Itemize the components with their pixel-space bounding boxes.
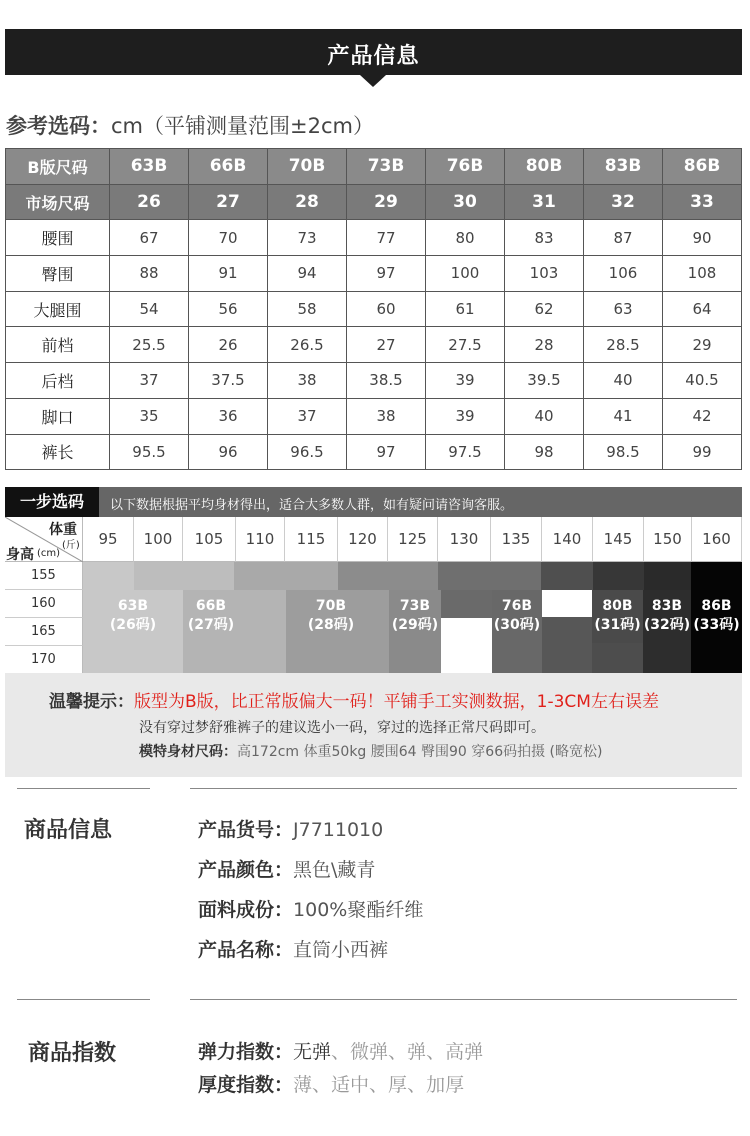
row-label: 大腿围 [6,291,110,327]
size-block [541,562,593,590]
info-value: 100%聚酯纤维 [293,899,424,921]
table-cell: 33 [663,184,742,220]
table-cell: 64 [663,291,742,327]
weight-cell: 115 [285,517,338,562]
size-block-label [492,597,542,635]
table-cell: 95.5 [110,434,189,470]
weight-cell: 135 [491,517,542,562]
weight-cell: 120 [338,517,388,562]
table-cell: 108 [663,256,742,292]
product-info-title: 商品信息 [24,818,113,843]
size-block [644,562,691,590]
weight-cell: 140 [542,517,593,562]
block-size: 86B [701,598,732,614]
table-cell: 70 [189,220,268,256]
size-block-label [183,597,239,635]
row-label: 臀围 [6,256,110,292]
table-cell: 60 [347,291,426,327]
row-label: 前档 [6,327,110,363]
size-table [5,148,742,470]
block-market-size: (29码) [391,617,439,633]
weight-cell: 95 [83,517,134,562]
block-size: 76B [501,598,533,614]
table-cell: 106 [584,256,663,292]
tips-advice: 没有穿过梦舒雅裤子的建议选小一码，穿过的选择正常尺码即可。 [139,720,545,736]
table-cell: 63 [584,291,663,327]
table-cell: 97.5 [426,434,505,470]
table-cell: 62 [505,291,584,327]
table-cell: 91 [189,256,268,292]
block-size: 66B [195,598,227,614]
table-cell: 35 [110,398,189,434]
table-cell: 37 [110,363,189,399]
size-block-label [83,597,183,635]
thickness-label: 厚度指数： [198,1074,294,1096]
height-cell: 170 [5,646,83,674]
market-size-header-row [6,184,742,220]
table-cell: 80B [505,149,584,185]
table-cell: 26 [189,327,268,363]
thickness-option: 薄 [293,1074,313,1096]
info-label: 产品货号： [198,819,294,841]
weight-cell: 105 [183,517,236,562]
table-row [6,398,742,434]
table-cell: 67 [110,220,189,256]
thickness-option: 、适中 [312,1074,370,1096]
table-row [6,291,742,327]
table-cell: 73B [347,149,426,185]
table-cell: 29 [347,184,426,220]
block-size: 73B [399,598,431,614]
table-row [6,327,742,363]
table-cell: 31 [505,184,584,220]
table-cell: 39 [426,363,505,399]
table-cell: 87 [584,220,663,256]
table-cell: 40 [584,363,663,399]
table-cell: 39.5 [505,363,584,399]
header-notch [360,75,386,87]
height-cell: 155 [5,562,83,590]
table-cell: 38 [268,363,347,399]
divider-right [190,788,737,789]
elasticity-option-selected: 无弹 [293,1041,332,1063]
reference-label: 参考选码： [6,114,111,138]
block-size: 83B [651,598,683,614]
weight-cell: 110 [236,517,285,562]
size-selector-grid [5,517,742,673]
header-bar [5,29,742,75]
table-cell: 29 [663,327,742,363]
size-block-label [643,597,691,635]
info-label: 产品颜色： [198,859,294,881]
table-cell: 86B [663,149,742,185]
table-cell: 98.5 [584,434,663,470]
info-row-color [198,855,375,882]
table-cell: 37 [268,398,347,434]
height-cell: 160 [5,590,83,618]
block-size: 80B [602,598,633,614]
table-cell: 58 [268,291,347,327]
elasticity-row [198,1037,483,1064]
table-cell: 38 [347,398,426,434]
weight-cell: 160 [692,517,742,562]
table-cell: 83B [584,149,663,185]
tip-model-line [139,741,602,761]
table-cell: 40 [505,398,584,434]
weight-label: 体重 [49,522,77,538]
table-cell: 56 [189,291,268,327]
table-cell: 76B [426,149,505,185]
table-cell: 98 [505,434,584,470]
table-cell: 25.5 [110,327,189,363]
table-cell: 88 [110,256,189,292]
size-block [592,643,643,673]
table-cell: 26.5 [268,327,347,363]
row-label: 后档 [6,363,110,399]
row-label: 脚口 [6,398,110,434]
weight-cell: 150 [644,517,692,562]
table-cell: 96 [189,434,268,470]
info-value: 直筒小西裤 [293,939,389,961]
row-label: B版尺码 [6,149,110,185]
thickness-row [198,1070,464,1097]
row-label: 腰围 [6,220,110,256]
block-market-size: (33码) [693,617,740,633]
info-row-fabric [198,895,423,922]
table-cell: 28 [505,327,584,363]
table-cell: 28 [268,184,347,220]
table-cell: 94 [268,256,347,292]
table-cell: 80 [426,220,505,256]
divider-left-2 [17,999,150,1000]
table-cell: 39 [426,398,505,434]
height-unit: (cm) [37,548,61,559]
table-cell: 36 [189,398,268,434]
info-value: J7711010 [293,819,384,841]
size-block [338,562,438,590]
block-market-size: (26码) [109,617,157,633]
thickness-option: 、厚 [369,1074,408,1096]
table-cell: 40.5 [663,363,742,399]
thickness-option: 、加厚 [407,1074,465,1096]
table-cell: 37.5 [189,363,268,399]
table-row [6,220,742,256]
table-cell: 73 [268,220,347,256]
height-cell: 165 [5,618,83,646]
size-block-label [691,597,742,635]
size-block-label [286,597,376,635]
size-block [593,562,644,590]
size-block [542,617,592,673]
table-cell: 90 [663,220,742,256]
weight-cell: 130 [438,517,491,562]
table-row [6,256,742,292]
weight-cell: 145 [593,517,644,562]
size-block [441,590,492,618]
table-cell: 70B [268,149,347,185]
elasticity-option: 、高弹 [426,1041,484,1063]
table-cell: 96.5 [268,434,347,470]
table-cell: 61 [426,291,505,327]
block-market-size: (27码) [187,617,235,633]
weight-cell: 100 [134,517,183,562]
block-size: 63B [117,598,149,614]
table-cell: 28.5 [584,327,663,363]
info-label: 产品名称： [198,939,294,961]
table-cell: 63B [110,149,189,185]
tips-title: 温馨提示： [49,692,134,712]
elasticity-option: 、微弹 [331,1041,389,1063]
table-cell: 97 [347,434,426,470]
info-row-sku [198,815,383,842]
table-cell: 103 [505,256,584,292]
model-label: 模特身材尺码： [139,744,237,760]
row-label: 市场尺码 [6,184,110,220]
row-label: 裤长 [6,434,110,470]
table-cell: 83 [505,220,584,256]
table-row [6,363,742,399]
step-description: 以下数据根据平均身材得出，适合大多数人群，如有疑问请咨询客服。 [110,498,514,513]
divider-right-2 [190,999,737,1000]
step-tag: 一步选码 [5,487,99,517]
table-cell: 41 [584,398,663,434]
model-value: 高172cm 体重50kg 腰围64 臀围90 穿66码拍摄 (略宽松) [237,744,603,760]
table-cell: 27.5 [426,327,505,363]
reference-line [6,110,374,140]
table-cell: 42 [663,398,742,434]
table-cell: 30 [426,184,505,220]
divider-left [17,788,150,789]
table-cell: 38.5 [347,363,426,399]
info-row-name [198,935,388,962]
table-row [6,434,742,470]
grid-corner [5,517,83,562]
table-cell: 32 [584,184,663,220]
size-block [438,562,541,590]
table-cell: 100 [426,256,505,292]
table-cell: 66B [189,149,268,185]
table-cell: 27 [189,184,268,220]
table-cell: 26 [110,184,189,220]
reference-note: cm（平铺测量范围±2cm） [111,114,374,138]
block-size: 70B [315,598,347,614]
block-market-size: (31码) [594,617,641,633]
height-label: 身高 [6,547,34,563]
weight-unit: (斤) [62,540,80,551]
size-block-label [592,597,643,635]
product-index-title: 商品指数 [28,1041,117,1066]
info-label: 面料成份： [198,899,294,921]
table-cell: 54 [110,291,189,327]
block-market-size: (28码) [307,617,355,633]
page-title: 产品信息 [327,44,420,69]
size-block-label [389,597,441,635]
size-block [134,562,234,590]
tips-box [5,673,742,777]
size-block [234,562,338,590]
tip-warning-line [49,687,659,712]
table-cell: 99 [663,434,742,470]
table-cell: 27 [347,327,426,363]
table-cell: 97 [347,256,426,292]
block-market-size: (30码) [493,617,541,633]
weight-cell: 125 [388,517,438,562]
elasticity-label: 弹力指数： [198,1041,294,1063]
table-cell: 77 [347,220,426,256]
info-value: 黑色\藏青 [293,859,376,881]
tips-warning: 版型为B版，比正常版偏大一码！平铺手工实测数据，1-3CM左右误差 [134,692,659,712]
elasticity-option: 、弹 [388,1041,427,1063]
block-market-size: (32码) [643,617,691,633]
b-size-header-row [6,149,742,185]
